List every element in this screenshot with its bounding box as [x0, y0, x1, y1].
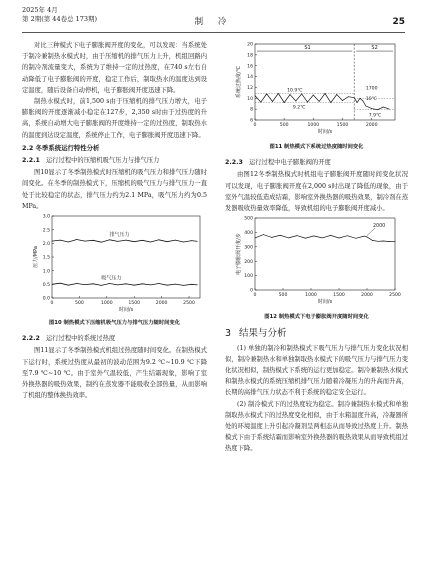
superheat-line-point: [330, 102, 331, 103]
superheat-line-point: [348, 96, 349, 97]
superheat-line-point: [319, 101, 320, 102]
suction-pressure-line-point: [60, 283, 61, 284]
x-axis-label: 时间/s: [317, 299, 333, 306]
valve-opening-line-point: [364, 236, 365, 237]
superheat-line-point: [313, 95, 314, 96]
valve-opening-line-point: [389, 241, 390, 242]
y-tick-label: 100: [244, 274, 253, 280]
x-tick-label: 1500: [128, 301, 141, 307]
annotation-label: 9.2℃: [292, 105, 306, 111]
discharge-pressure-line-point: [191, 240, 192, 241]
figure-11-superheat-chart: [225, 40, 408, 140]
valve-opening-line-point: [395, 241, 396, 242]
subsection-heading: [22, 333, 207, 344]
paragraph: (1) 单独的制冷和制热模式下吸气压力与排气压力变化状况相似，制冷兼制热水和单独制取热水模式下的吸气压力与排气压力变化状况相似，制热模式下系统的运行更加稳定。制冷兼制热水模式和制热水模式的系统压缩机排气压力随着冷凝压力的升高而升高，长期的高排气压力状态不利于系统的稳定安全运行。: [225, 344, 408, 397]
x-tick-label: 1500: [333, 293, 345, 299]
suction-pressure-line-point: [52, 284, 53, 285]
figure-caption: 图11 制热模式下系统过热度随时间变化: [269, 144, 364, 150]
subsection-title: 运行过程中的系统过热度: [45, 335, 116, 343]
discharge-pressure-line-point: [93, 240, 94, 241]
figure-caption: 图10 制热模式下压缩机吸气压力与排气压力随时间变化: [48, 320, 181, 327]
page-number: 25: [392, 17, 405, 27]
y-tick-label: 20: [247, 42, 253, 48]
plot-frame: [52, 216, 200, 298]
subsection-heading: [225, 157, 408, 168]
region-s1-label: S1: [304, 45, 311, 52]
discharge-pressure-line-point: [150, 242, 151, 243]
valve-opening-line-point: [367, 237, 368, 238]
annotation-label: 1700: [365, 86, 378, 92]
superheat-line-point: [383, 107, 384, 108]
x-tick-label: 1500: [336, 123, 349, 128]
x-tick-label: 500: [75, 301, 84, 307]
x-axis-label: 时间/s: [118, 307, 134, 314]
suction-pressure-line-point: [93, 283, 94, 284]
subsection-heading: [22, 155, 207, 166]
valve-opening-line-point: [330, 235, 331, 236]
x-tick-label: 500: [278, 293, 288, 299]
y-tick-label: 0.0: [42, 296, 50, 302]
annotation-label: 7.9℃: [368, 113, 382, 119]
figure-caption: 图12 制热模式下电子膨胀阀开度随时间变化: [264, 314, 369, 321]
superheat-line-point: [278, 93, 279, 94]
section-heading: [225, 328, 408, 339]
suction-pressure-line-point: [197, 285, 198, 286]
superheat-line-point: [266, 94, 267, 95]
x-tick-label: 2000: [361, 293, 373, 299]
y-tick-label: 6: [250, 118, 253, 124]
subsection-title: 运行过程中电子膨胀阀的开度: [248, 159, 331, 167]
discharge-pressure-line-point: [175, 240, 176, 241]
paragraph: (2) 制冷模式下的过热度较为稳定。制冷兼制热水模式和单独制取热水模式下的过热度变化相似，由于水箱温度升高，冷凝器所处的环境温度上升引起冷凝剂呈两相态从而导致过热度上升。制热模式下由于系统结霜而影响室外换热器的吸热效果从而导致机组过热度下降。: [225, 400, 408, 453]
subsection-number: 2.2.3: [225, 159, 243, 167]
y-tick-label: 16: [247, 64, 253, 70]
y-tick-label: 18: [247, 53, 253, 59]
y-tick-label: 200: [244, 260, 253, 266]
discharge-pressure-line-point: [142, 240, 143, 241]
subsection-number: 2.2.1: [22, 157, 40, 165]
superheat-line-point: [272, 101, 273, 102]
paragraph: 由图12冬季制热模式时机组电子膨胀阀开度随时间变化状况可以发现，电子膨胀阀开度在2,000 s时出现了降低的现象，由于室外气温较低造成结霜，影响室外换热器的吸热效果，制冷剂在蒸发器吸收热量效率降低，导致机组的电子膨胀阀开度减小。: [225, 171, 408, 213]
discharge-pressure-line-point: [60, 240, 61, 241]
paragraph: 制热水模式时，前1,500 s由于压缩机的排气压力增大，电子膨胀阀的开度逐渐减小稳定在127步，2,350 s时由于过热度的升高，系统自动增大电子膨胀阀的开度维持一定的过热度，制取热水的温度到达设定温度，系统停止工作，电子膨胀阀开度迅速下降。: [22, 98, 207, 139]
suction-pressure-line-point: [109, 283, 110, 284]
discharge-pressure-line-point: [109, 239, 110, 240]
figure-10-pressure-chart: [22, 212, 207, 316]
y-tick-label: 10: [247, 96, 253, 102]
superheat-line-point: [301, 94, 302, 95]
superheat-line-point: [295, 101, 296, 102]
valve-opening-line-point: [297, 235, 298, 236]
valve-opening-line-point: [378, 241, 379, 242]
valve-opening-line-point: [339, 238, 340, 239]
superheat-line-point: [354, 97, 355, 98]
annotation-leader: [367, 228, 375, 235]
valve-opening-line-point: [271, 237, 272, 238]
suction-pressure-line-point: [126, 283, 127, 284]
valve-opening-line-point: [347, 236, 348, 237]
suction-pressure-line-point: [159, 283, 160, 284]
y-axis-label: 压力/MPa: [33, 246, 39, 268]
discharge-pressure-line-point: [68, 242, 69, 243]
discharge-pressure-line-point: [52, 241, 53, 242]
valve-opening-line-point: [313, 236, 314, 237]
journal-name: 制 冷: [194, 17, 233, 27]
suction-pressure-line-point: [117, 285, 118, 286]
x-tick-label: 500: [279, 123, 289, 128]
valve-opening-line-point: [322, 238, 323, 239]
suction-pressure-line-point: [142, 283, 143, 284]
suction-pressure-line-point: [68, 285, 69, 286]
superheat-line-point: [342, 100, 343, 101]
superheat-line-point: [377, 109, 378, 110]
x-tick-label: 2500: [183, 301, 195, 307]
figure-12-valve-opening-chart: [225, 214, 408, 310]
y-tick-label: 12: [247, 86, 253, 92]
y-tick-label: 1.0: [42, 269, 50, 275]
discharge-pressure-line-point: [159, 239, 160, 240]
superheat-line-point: [255, 95, 256, 96]
section-number: 3: [225, 328, 232, 340]
suction-pressure-line-point: [183, 285, 184, 286]
paragraph: 对比三种模式下电子膨胀阀开度的变化，可以发现：当系统处于制冷兼制热水模式时，由于压缩机的排气压力上升，机组回路内的制冷剂流量变大，系统为了维持一定的过热度，在740 s左右自动降低了电子膨胀阀的开度，稳定工作后，制取热水的温度达到设定温度，随后设备自动停机，电子膨胀阀开度迅速下降。: [22, 42, 207, 94]
y-tick-label: 8: [250, 107, 253, 113]
x-tick-label: 2000: [365, 123, 378, 128]
discharge-pressure-line-point: [101, 242, 102, 243]
x-tick-label: 2500: [389, 293, 401, 299]
region-s2-label: S2: [371, 45, 378, 52]
valve-opening-line-point: [288, 238, 289, 239]
valve-opening-line-point: [255, 238, 256, 239]
suction-pressure-line-point: [167, 285, 168, 286]
discharge-pressure-line-point: [117, 241, 118, 242]
issue-number: 第 2期(第 44卷总 173期): [22, 15, 98, 23]
y-tick-label: 0.5: [42, 282, 50, 288]
y-tick-label: 0: [250, 288, 253, 294]
y-tick-label: 2.5: [42, 228, 50, 234]
x-tick-label: 2000: [155, 301, 168, 307]
x-tick-label: 1000: [305, 293, 317, 299]
x-tick-label: 0: [253, 293, 257, 299]
valve-opening-line-point: [305, 238, 306, 239]
plot-frame: [255, 44, 395, 120]
x-tick-label: 0: [50, 301, 54, 307]
section-title: 结果与分析: [239, 328, 287, 340]
discharge-pressure-line-point: [126, 240, 127, 241]
valve-opening-line: [255, 235, 395, 242]
suction-pressure-line-point: [191, 284, 192, 285]
right-column: [225, 40, 408, 455]
annotation-label: 2000: [373, 224, 386, 230]
suction-pressure-line-point: [150, 285, 151, 286]
discharge-pressure-line-point: [167, 241, 168, 242]
valve-opening-line-point: [263, 234, 264, 235]
section-heading: 2.2 冬季系统运行特性分析: [22, 143, 100, 152]
superheat-line-point: [307, 102, 308, 103]
x-tick-label: 1000: [307, 123, 320, 128]
discharge-pressure-line-point: [183, 242, 184, 243]
superheat-line-point: [357, 102, 358, 103]
suction-pressure-line-point: [76, 283, 77, 284]
annotation-label: 10℃: [365, 96, 377, 102]
page-header: [22, 6, 405, 33]
x-tick-label: 0: [253, 123, 257, 128]
superheat-line-point: [365, 106, 366, 107]
discharge-pressure-line-point: [134, 241, 135, 242]
annotation-label: 10.9℃: [287, 88, 303, 94]
superheat-line-point: [336, 94, 337, 95]
suction-pressure-line-point: [134, 285, 135, 286]
y-tick-label: 14: [247, 75, 253, 81]
valve-opening-line-point: [372, 240, 373, 241]
superheat-line-point: [371, 108, 372, 109]
y-tick-label: 400: [244, 231, 253, 237]
x-tick-label: 1000: [100, 301, 113, 307]
x-axis-label: 时间/s: [317, 129, 333, 135]
suction-pressure-line-point: [175, 284, 176, 285]
valve-opening-line-point: [383, 241, 384, 242]
subsection-title: 运行过程中的压缩机吸气压力与排气压力: [45, 157, 160, 165]
suction-pressure-line-point: [85, 284, 86, 285]
y-tick-label: 1.5: [42, 255, 50, 261]
valve-opening-line-point: [355, 238, 356, 239]
y-axis-label: 系统过热度/℃: [236, 65, 242, 99]
y-tick-label: 2.0: [42, 241, 50, 247]
suction-pressure-line-point: [101, 285, 102, 286]
valve-opening-line-point: [280, 235, 281, 236]
series-label-discharge: 排气压力: [109, 232, 130, 239]
superheat-line-point: [363, 101, 364, 102]
y-axis-label: 电子膨胀阀开度/步: [236, 233, 242, 276]
superheat-line-point: [290, 94, 291, 95]
superheat-line-point: [389, 109, 390, 110]
left-column: [22, 40, 207, 401]
y-tick-label: 500: [244, 216, 253, 222]
y-tick-label: 300: [244, 245, 253, 251]
paragraph: 图11显示了冬季制热模式机组过热度随时间变化。在制热模式下运行时，系统过热度从最初的波动范围为9.2 ℃~10.9 ℃下降至7.9 ℃~10 ℃。由于室外气温较低，产生结霜现象，影响了室外换热器的吸热效果，制约在蒸发器不能吸收全部热量，从而影响了机组的整体换热效率。: [22, 347, 207, 400]
superheat-line-point: [284, 102, 285, 103]
discharge-pressure-line-point: [76, 239, 77, 240]
subsection-number: 2.2.2: [22, 335, 40, 343]
y-tick-label: 3.0: [42, 214, 50, 220]
superheat-line-point: [360, 98, 361, 99]
series-label-suction: 吸气压力: [101, 275, 122, 282]
paragraph: 图10显示了冬季制热模式时压缩机的吸气压力和排气压力随时间变化。在冬季的制热模式下，压缩机的吸气压力与排气压力一直处于比较稳定的状态，排气压力约为2.1 MPa，吸气压力约为0.5 MPa。: [22, 169, 207, 210]
discharge-pressure-line-point: [197, 241, 198, 242]
issue-date: 2025年 4月: [22, 6, 58, 14]
discharge-pressure-line-point: [85, 241, 86, 242]
superheat-line-point: [260, 102, 261, 103]
superheat-line-point: [325, 93, 326, 94]
